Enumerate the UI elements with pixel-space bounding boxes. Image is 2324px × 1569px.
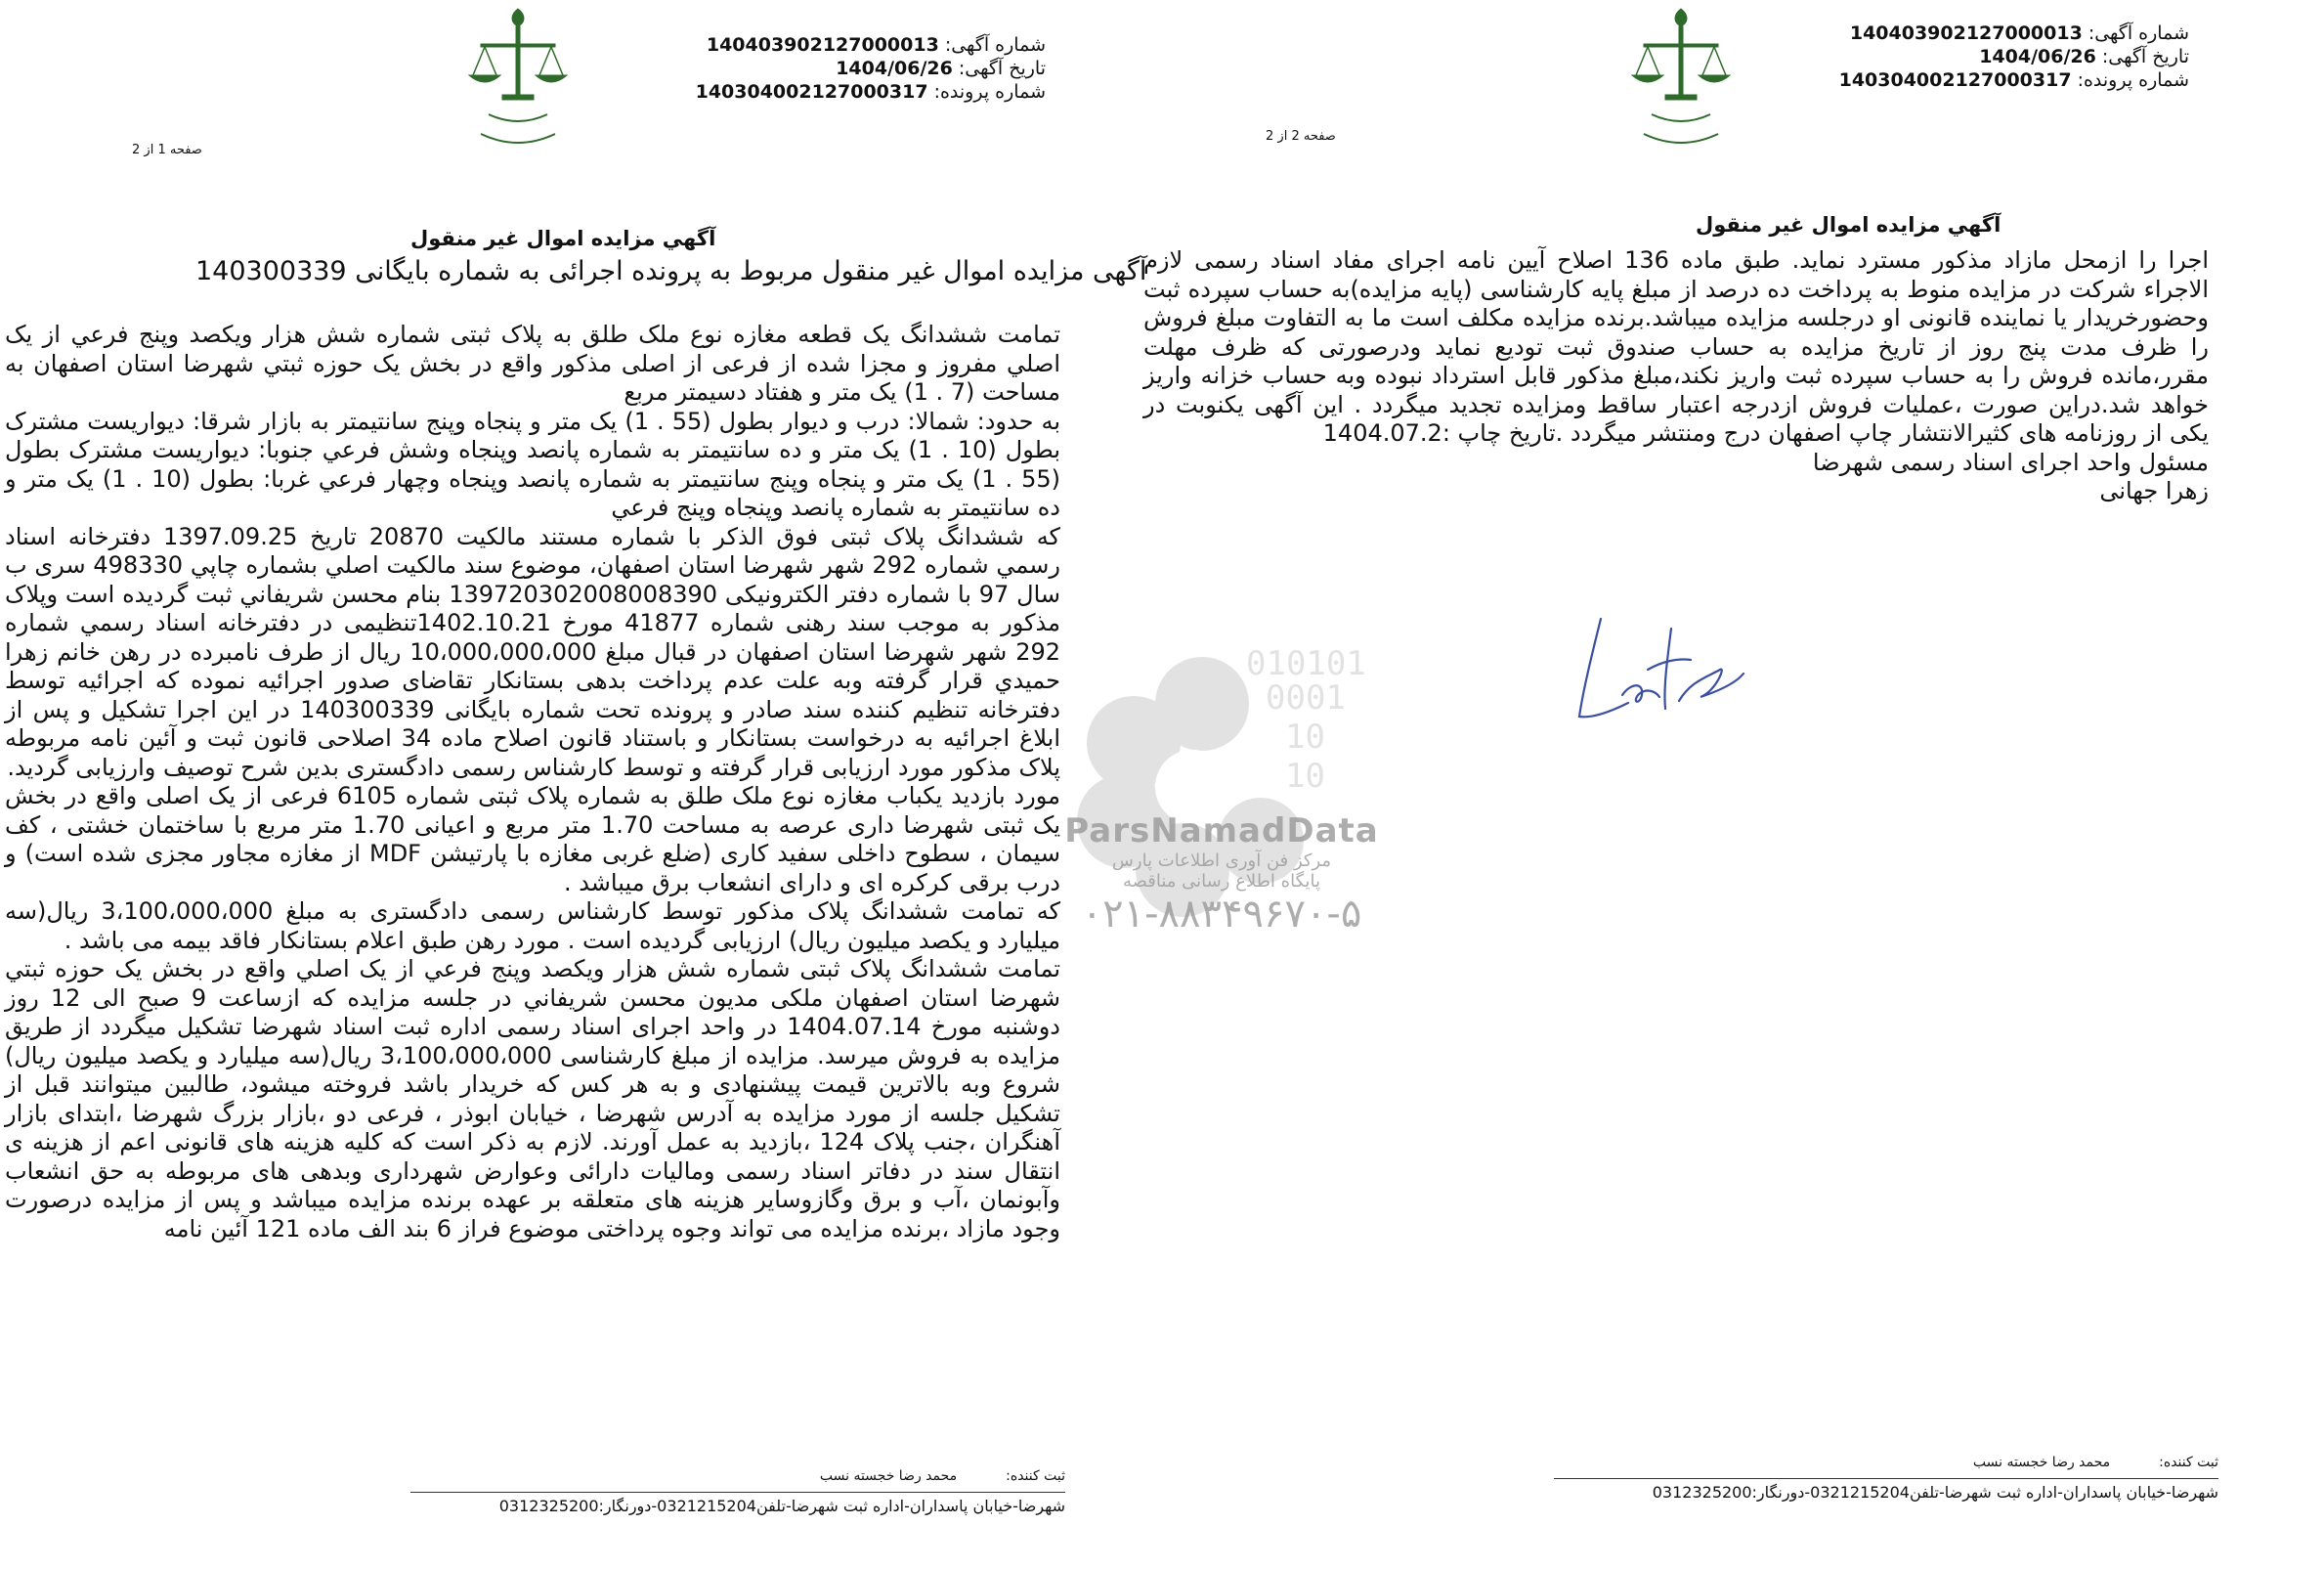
registrar-label: ثبت کننده:	[1006, 1468, 1065, 1484]
page-title: آگهي مزايده اموال غير منقول	[410, 227, 716, 250]
page-footer	[410, 1468, 1065, 1515]
ad-number-label: شماره آگهی:	[944, 34, 1046, 56]
ad-meta	[1837, 22, 2189, 92]
file-number: 140304002127000317	[695, 81, 928, 103]
page-footer	[1554, 1455, 2218, 1502]
ad-meta	[695, 33, 1046, 104]
page-indicator: صفحه 1 از 2	[132, 143, 202, 157]
watermark-text	[1055, 811, 1388, 937]
paragraph: که تمامت ششدانگ پلاک مذکور توسط کارشناس رسمی دادگستری به مبلغ 3،100،000،000 ریال(سه میلیارد و یکصد میلیون ریال) ارزیابی گردیده است . مورد رهن طبق اعلام بستانکار فاقد بیمه می باشد .	[5, 897, 1061, 954]
registrar-name: محمد رضا خجسته نسب	[1972, 1455, 2111, 1470]
svg-text:010101: 010101	[1246, 644, 1366, 683]
judiciary-emblem	[459, 5, 577, 152]
scales-of-justice-icon	[459, 5, 577, 152]
ad-number: 140403902127000013	[1849, 22, 2083, 44]
registrar-label: ثبت کننده:	[2159, 1455, 2218, 1470]
page-1	[0, 0, 1147, 1569]
registrar	[1554, 1455, 2218, 1470]
ad-number: 140403902127000013	[706, 34, 939, 56]
body-text	[5, 321, 1060, 1243]
watermark-line: پایگاه اطلاع رسانی مناقصه	[1122, 871, 1321, 892]
paragraph: که ششدانگ پلاک ثبتی فوق الذکر با شماره مستند مالکیت 20870 تاریخ 1397.09.25 دفترخانه اسناد رسمي شماره 292 شهر شهرضا استان اصفهان، موضوع سند مالکيت اصلي بشماره چاپي 498330 سری ب سال 97 با شماره دفتر الکترونیکی 139720302008008390 بنام محسن شريفاني ثبت گردیده است وپلاک مذکور به موجب سند رهنی شماره 41877 مورخ 1402.10.21تنظیمی در دفترخانه اسناد رسمي شماره 292 شهر شهرضا استان اصفهان در قبال مبلغ 10،000،000،000 ريال از طرف نامبرده در رهن خانم زهرا حميدي قرار گرفته وبه علت عدم پرداخت بدهی بستانکار تقاضای صدور اجرائیه نموده که اجرائیه توسط دفترخانه تنظیم کننده سند صادر و پرونده تحت شماره بایگانی 140300339 در این اجرا تشکیل و پس از ابلاغ اجرائیه به درخواست بستانکار و باستناد قانون اصلاح ماده 34 اصلاحی قانون ثبت و آئین نامه مربوطه پلاک مذکور مورد ارزیابی قرار گرفته و توسط کارشناس رسمی دادگستری بدین شرح توصیف وارزیابی گردید.	[5, 522, 1061, 781]
ad-date: 1404/06/26	[836, 58, 953, 79]
watermark-brand: ParsNamadData	[1064, 811, 1379, 850]
footer-divider	[1554, 1478, 2218, 1479]
svg-text:0001: 0001	[1266, 678, 1346, 718]
ad-number-label: شماره آگهی:	[2087, 22, 2189, 44]
paragraph: مورد بازدید یکباب مغازه نوع ملک طلق به شماره پلاک ثبتی شماره 6105 فرعی از یک اصلی واقع در بخش یک ثبتی شهرضا داری عرصه به مساحت 1.70 متر مربع و اعیانی 1.70 متر مربع با ساختمان خشتی ، کف سیمان ، سطوح داخلی سفید کاری (ضلع غربی مغازه با پارتیشن MDF از مغازه مجاور مجزی شده است) و درب برقی کرکره ای و دارای انشعاب برق میباشد .	[5, 782, 1061, 896]
file-number-label: شماره پرونده:	[2077, 69, 2189, 91]
watermark-line: مرکز فن آوری اطلاعات پارس	[1111, 850, 1332, 871]
signature-icon	[1554, 601, 1749, 748]
office-address: شهرضا-خیابان پاسداران-اداره ثبت شهرضا-تلفن0321215204-دورنگار:0312325200	[498, 1497, 1065, 1515]
paragraph: اجرا را ازمحل مازاد مذکور مسترد نماید. طبق ماده 136 اصلاح آیین نامه اجرای مفاد اسناد رسمی لازم الاجراء شرکت در مزایده منوط به پرداخت ده درصد از مبلغ پایه کارشناسی (پایه مزایده)به حساب سپرده ثبت وحضورخریدار یا نماینده قانونی او درجلسه مزایده میباشد.برنده مزایده مکلف است ما به التفاوت مبلغ فروش را ظرف مدت پنج روز از تاریخ مزایده به حساب صندوق ثبت تودیع نماید ودرصورتی که ظرف مهلت مقرر،مانده فروش را به حساب سپرده ثبت واریز نکند،مبلغ مذکور قابل استرداد نبوده وبه حساب خزانه واریز خواهد شد.دراین صورت ،عملیات فروش ازدرجه اعتبار ساقط ومزایده تجدید میگردد . این آگهی یکنوبت در یکی از روزنامه های کثیرالانتشار چاپ اصفهان درج ومنتشر میگردد .تاریخ چاپ :1404.07.2	[1143, 246, 2209, 447]
closing-line: زهرا جهانی	[2099, 477, 2209, 504]
registrar	[410, 1468, 1065, 1484]
paragraph: تمامت ششدانگ یک قطعه مغازه نوع ملک طلق به پلاک ثبتی شماره شش هزار ویکصد وپنج فرعي از يک اصلي مفروز و مجزا شده از فرعی از اصلی مذکور واقع در بخش یک حوزه ثبتي شهرضا استان اصفهان به مساحت (7 . 1) یک متر و هفتاد دسیمتر مربع	[5, 321, 1060, 406]
page-subtitle: آگهی مزایده اموال غیر منقول مربوط به پرونده اجرائی به شماره بایگانی 140300339	[195, 256, 1147, 286]
body-text	[1143, 246, 2209, 506]
svg-text:10: 10	[1285, 718, 1325, 757]
footer-divider	[410, 1492, 1065, 1493]
file-number-label: شماره پرونده:	[933, 81, 1046, 103]
page-indicator: صفحه 2 از 2	[1266, 129, 1336, 144]
signature	[1554, 601, 1749, 748]
scales-of-justice-icon	[1622, 5, 1740, 152]
closing-line: مسئول واحد اجرای اسناد رسمی شهرضا	[1812, 448, 2209, 476]
ad-date-label: تاریخ آگهی:	[958, 58, 1046, 79]
paragraph: به حدود: شمالا: درب و دیوار بطول (55 . 1) یک متر و پنجاه وپنج سانتیمتر به بازار شرقا: دیواریست مشترک بطول (10 . 1) یک متر و ده سانتیمتر به شماره پانصد وپنجاه وشش فرعي جنوبا: دیواریست مشترک بطول (55 . 1) یک متر و پنجاه وپنج سانتیمتر به شماره پانصد وپنجاه وچهار فرعي غربا: بطول (10 . 1) یک متر و ده سانتیمتر به شماره پانصد وپنجاه وپنج فرعي	[5, 407, 1061, 521]
svg-text:10: 10	[1285, 757, 1325, 796]
office-address: شهرضا-خیابان پاسداران-اداره ثبت شهرضا-تلفن0321215204-دورنگار:0312325200	[1652, 1483, 2218, 1502]
ad-date-label: تاریخ آگهی:	[2101, 46, 2189, 67]
paragraph: تمامت ششدانگ پلاک ثبتی شماره شش هزار ویکصد وپنج فرعي از يک اصلي واقع در بخش یک حوزه ثبتي شهرضا استان اصفهان ملکی مدیون محسن شريفاني در جلسه مزایده که ازساعت 9 صبح الی 12 روز دوشنبه مورخ 1404.07.14 در واحد اجرای اسناد رسمی اداره ثبت اسناد شهرضا تشکیل میگردد از طریق مزایده به فروش میرسد. مزایده از مبلغ کارشناسی 3،100،000،000 ریال(سه میلیارد و یکصد میلیون ریال) شروع وبه بالاترین قیمت پیشنهادی و به هر کس که خریدار باشد فروخته میشود، طالبین میتوانند قبل از تشکیل جلسه از مورد مزایده به آدرس شهرضا ، خیابان ابوذر ، فرعی دو ،بازار بزرگ شهرضا ،ابتدای بازار آهنگران ،جنب پلاک 124 ،بازدید به عمل آورند. لازم به ذکر است که کلیه هزینه های قانونی اعم از هزینه ی انتقال سند در دفاتر اسناد رسمی ومالیات دارائی وعوارض شهرداری وبدهی های مربوطه به حق انشعاب وآبونمان ،آب و برق وگازوسایر هزینه های متعلقه بر عهده برنده مزایده میباشد و پس از مزایده درصورت وجود مازاد ،برنده مزایده می تواند وجوه پرداختی موضوع فراز 6 بند الف ماده 121 آئین نامه	[5, 955, 1060, 1242]
file-number: 140304002127000317	[1838, 69, 2072, 91]
ad-date: 1404/06/26	[1979, 46, 2096, 67]
page-title: آگهي مزايده اموال غير منقول	[1696, 213, 2001, 237]
watermark-phone: ۰۲۱-۸۸۳۴۹۶۷۰-۵	[1081, 892, 1362, 937]
judiciary-emblem	[1622, 5, 1740, 152]
registrar-name: محمد رضا خجسته نسب	[819, 1468, 958, 1484]
